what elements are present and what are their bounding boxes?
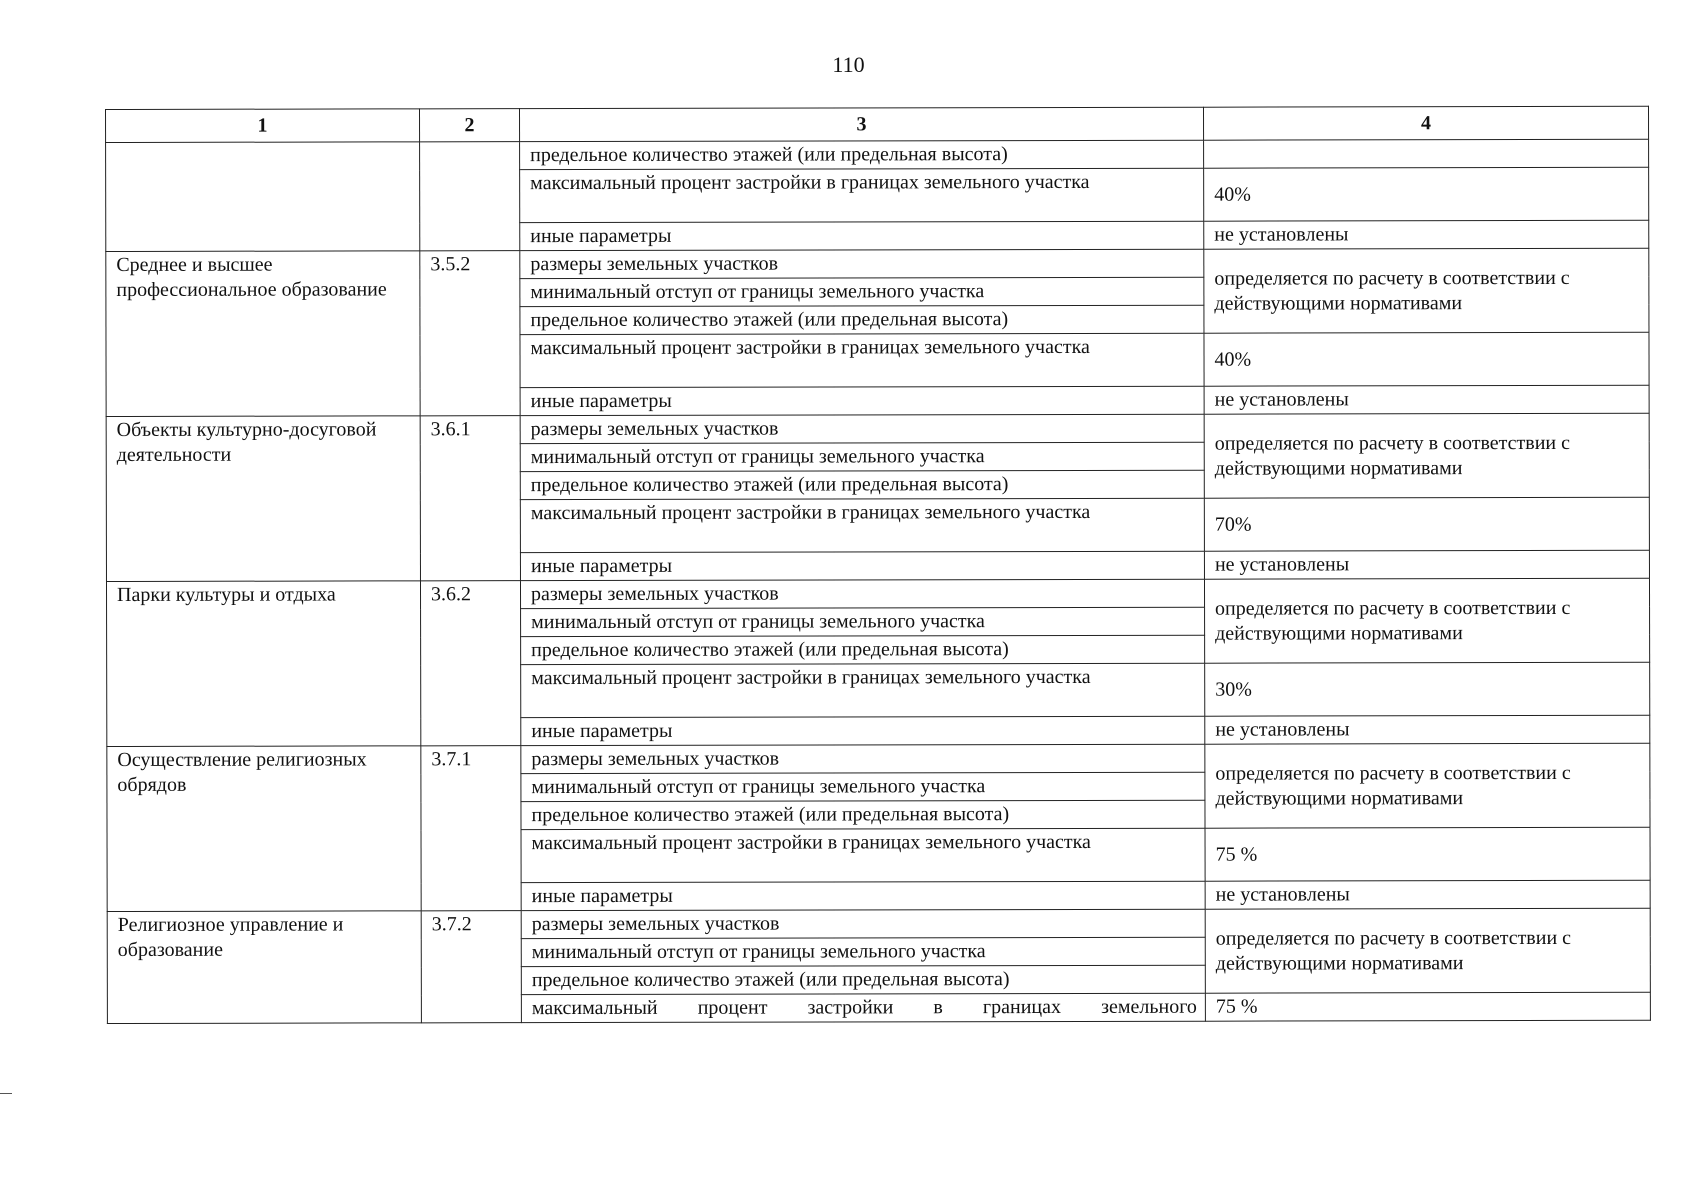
merged-value-cell: определяется по расчету в соответствии с действующими нормативами	[1205, 908, 1650, 993]
column-header-1: 1	[106, 109, 420, 143]
param-label: максимальный процент застройки в границах земельного участка	[521, 663, 1205, 717]
percent-value: 75 %	[1205, 827, 1650, 881]
param-label: предельное количество этажей (или предельная высота)	[521, 800, 1205, 829]
param-label: минимальный отступ от границы земельного участка	[520, 442, 1204, 471]
param-value	[1204, 139, 1649, 168]
param-label: иные параметры	[520, 551, 1204, 580]
param-label: максимальный процент застройки в границах земельного участка	[520, 333, 1204, 387]
param-label: минимальный отступ от границы земельного участка	[520, 277, 1204, 306]
regulations-table	[105, 106, 1651, 1024]
use-name-cell: Осуществление религиозных обрядов	[107, 746, 421, 912]
param-label: иные параметры	[520, 221, 1204, 250]
use-code-cell: 3.5.2	[420, 251, 520, 416]
use-name-cell: Религиозное управление и образование	[107, 911, 421, 1024]
param-label: размеры земельных участков	[521, 744, 1205, 773]
table-header-row	[106, 106, 1649, 142]
param-label: максимальный процент застройки в границах земельного участка	[520, 498, 1204, 552]
param-label: предельное количество этажей (или предельная высота)	[520, 140, 1204, 169]
use-name-cell: Объекты культурно-досуговой деятельности	[106, 416, 420, 582]
table-row	[106, 413, 1649, 444]
table-row	[107, 743, 1650, 774]
param-value: не установлены	[1204, 220, 1649, 249]
use-code-cell: 3.6.2	[420, 581, 520, 746]
param-label: максимальный процент застройки в границах земельного участка	[520, 168, 1204, 222]
table-row	[106, 139, 1649, 170]
other-value: не установлены	[1204, 385, 1649, 414]
percent-value: 30%	[1205, 662, 1650, 716]
table-row	[106, 248, 1649, 279]
table-row	[106, 578, 1649, 609]
param-label: максимальный процент застройки в границах земельного участка	[521, 828, 1205, 882]
param-label: максимальный процент застройки в границах земельного	[521, 993, 1205, 1022]
param-label: предельное количество этажей (или предельная высота)	[521, 965, 1205, 994]
merged-value-cell: определяется по расчету в соответствии с действующими нормативами	[1204, 413, 1649, 498]
percent-value: 40%	[1204, 332, 1649, 386]
use-code-cell: 3.6.1	[420, 416, 520, 581]
use-code-cell	[420, 142, 520, 251]
table-row	[107, 908, 1650, 939]
other-value: не установлены	[1205, 715, 1650, 744]
param-label: размеры земельных участков	[520, 579, 1204, 608]
param-label: предельное количество этажей (или предельная высота)	[520, 470, 1204, 499]
merged-value-cell: определяется по расчету в соответствии с действующими нормативами	[1204, 248, 1649, 333]
column-header-4: 4	[1203, 106, 1648, 140]
param-label: иные параметры	[521, 881, 1205, 910]
column-header-2: 2	[420, 109, 520, 142]
page-number: 110	[832, 52, 865, 77]
percent-value: 75 %	[1205, 992, 1650, 1021]
param-label: минимальный отступ от границы земельного участка	[521, 772, 1205, 801]
use-name-cell: Среднее и высшее профессиональное образование	[106, 251, 420, 417]
use-code-cell: 3.7.2	[421, 911, 521, 1023]
param-label: предельное количество этажей (или предельная высота)	[521, 635, 1205, 664]
other-value: не установлены	[1204, 550, 1649, 579]
merged-value-cell: определяется по расчету в соответствии с действующими нормативами	[1204, 578, 1649, 663]
param-value: 40%	[1204, 167, 1649, 221]
param-label: размеры земельных участков	[521, 909, 1205, 938]
param-label: иные параметры	[521, 716, 1205, 745]
param-label: размеры земельных участков	[520, 249, 1204, 278]
merged-value-cell: определяется по расчету в соответствии с действующими нормативами	[1205, 743, 1650, 828]
param-label: иные параметры	[520, 386, 1204, 415]
param-label: предельное количество этажей (или предельная высота)	[520, 305, 1204, 334]
use-name-cell: Парки культуры и отдыха	[106, 581, 420, 747]
percent-value: 70%	[1204, 497, 1649, 551]
param-label: минимальный отступ от границы земельного участка	[521, 937, 1205, 966]
other-value: не установлены	[1205, 880, 1650, 909]
param-label: размеры земельных участков	[520, 414, 1204, 443]
use-name-cell	[106, 142, 420, 252]
use-code-cell: 3.7.1	[421, 746, 521, 911]
margin-mark	[0, 1093, 12, 1094]
param-label: минимальный отступ от границы земельного участка	[521, 607, 1205, 636]
column-header-3: 3	[520, 107, 1204, 141]
